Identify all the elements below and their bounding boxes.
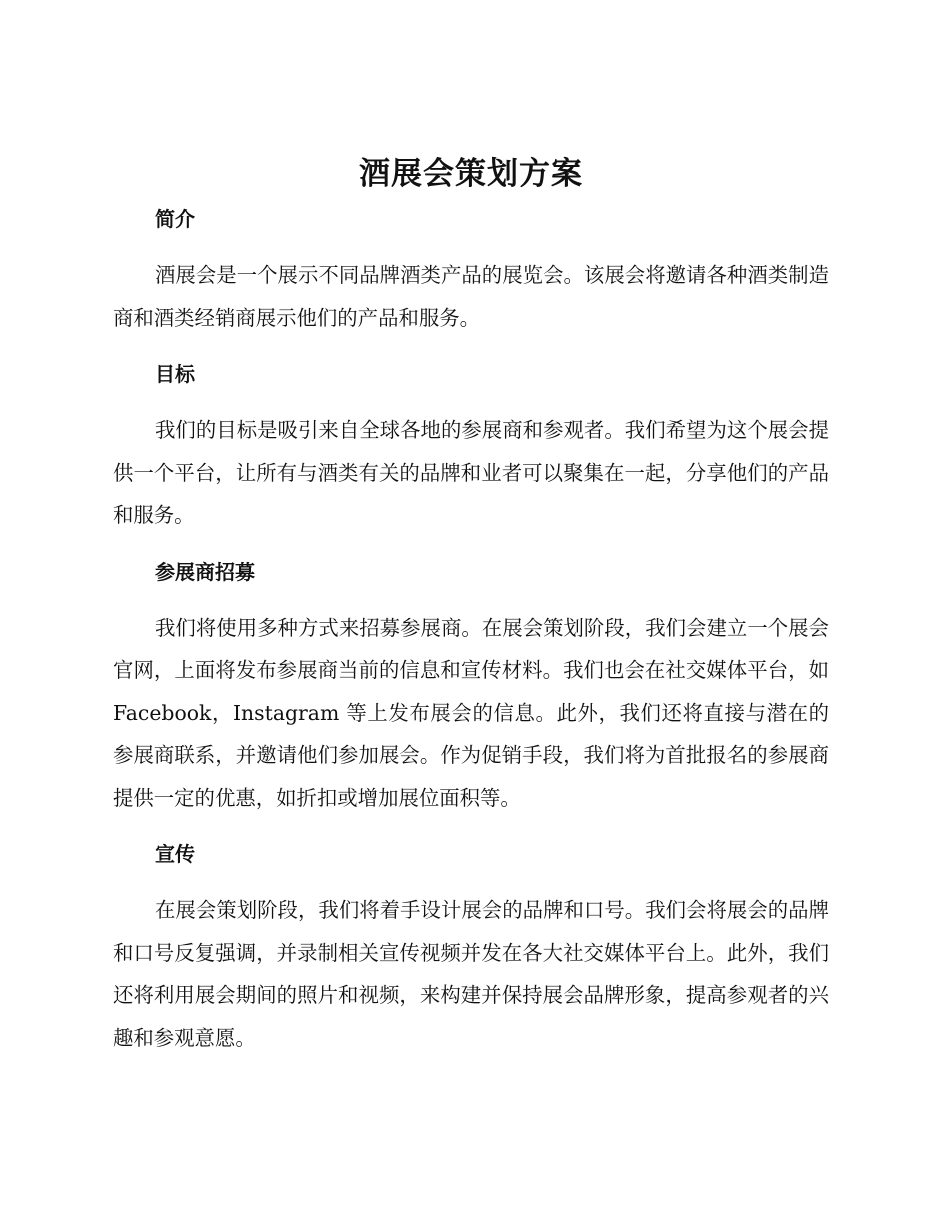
section-body-goals: 我们的目标是吸引来自全球各地的参展商和参观者。我们希望为这个展会提供一个平台，让所有与酒类有关的品牌和业者可以聚集在一起，分享他们的产品和服务。 [113,418,829,527]
section-body-intro: 酒展会是一个展示不同品牌酒类产品的展览会。该展会将邀请各种酒类制造商和酒类经销商展示他们的产品和服务。 [113,263,829,330]
section-heading-exhibitor-recruitment: 参展商招募 [155,559,255,584]
document-page [113,148,829,1079]
section-heading-intro: 简介 [155,207,195,231]
section-body-exhibitor-recruitment: 我们将使用多种方式来招募参展商。在展会策划阶段，我们会建立一个展会官网，上面将发布参展商当前的信息和宣传材料。我们也会在社交媒体平台，如 Facebook，Instagram 等上发布展会的信息。此外，我们还将直接与潜在的参展商联系，并邀请他们参加展会。作为促销手段，我们将为首批报名的参展商提供一定的优惠，如折扣或增加展位面积等。 [113,615,829,810]
section-heading-promotion: 宣传 [155,842,195,866]
page-title: 酒展会策划方案 [359,156,583,192]
section-body-promotion: 在展会策划阶段，我们将着手设计展会的品牌和口号。我们会将展会的品牌和口号反复强调，并录制相关宣传视频并发在各大社交媒体平台上。此外，我们还将利用展会期间的照片和视频，来构建并保持展会品牌形象，提高参观者的兴趣和参观意愿。 [113,898,829,1050]
section-heading-goals: 目标 [155,362,195,386]
